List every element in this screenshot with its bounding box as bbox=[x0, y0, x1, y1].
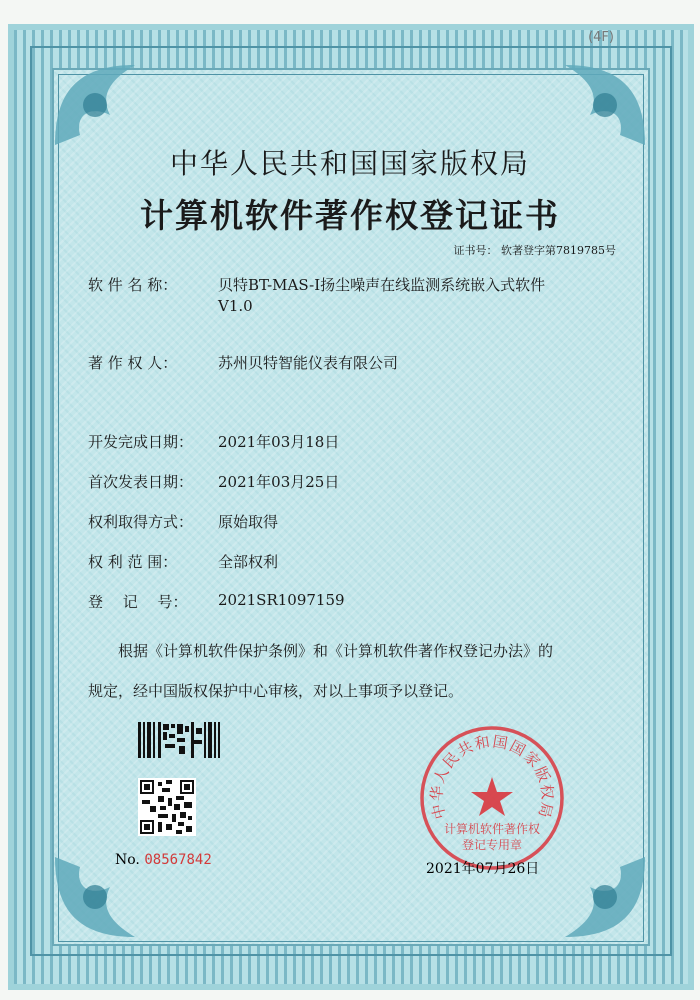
seal-inner-line-1: 计算机软件著作权 bbox=[443, 822, 541, 836]
corner-ornament-bottom-right bbox=[560, 852, 650, 942]
serial-number bbox=[115, 852, 212, 868]
field-value-publish-date: 2021年03月25日 bbox=[218, 473, 340, 491]
certificate-number bbox=[454, 242, 617, 258]
field-value-acquisition: 原始取得 bbox=[218, 513, 279, 531]
field-label-dev-date: 开发完成日期： bbox=[88, 433, 194, 451]
corner-ornament-top-right bbox=[560, 60, 650, 150]
statement-line-2: 规定，经中国版权保护中心审核，对以上事项予以登记。 bbox=[88, 682, 464, 700]
field-value-rights-scope: 全部权利 bbox=[218, 553, 279, 571]
seal-inner-line-2: 登记专用章 bbox=[461, 838, 523, 852]
field-label-publish-date: 首次发表日期： bbox=[88, 473, 194, 491]
barcode bbox=[138, 722, 220, 758]
serial-prefix: No. bbox=[115, 852, 140, 868]
certificate-number-label: 证书号： bbox=[453, 244, 498, 257]
statement-line-1: 根据《计算机软件保护条例》和《计算机软件著作权登记办法》的 bbox=[118, 642, 554, 660]
certificate-number-value: 软著登字第7819785号 bbox=[501, 244, 616, 257]
official-seal bbox=[417, 723, 567, 873]
field-value-copyright-owner: 苏州贝特智能仪表有限公司 bbox=[218, 354, 399, 372]
field-label-rights-scope: 权 利 范 围： bbox=[88, 553, 178, 571]
issue-date: 2021年07月26日 bbox=[426, 861, 540, 877]
certificate-title: 计算机软件著作权登记证书 bbox=[140, 196, 560, 235]
field-value-software-version: V1.0 bbox=[218, 297, 253, 315]
field-value-dev-date: 2021年03月18日 bbox=[218, 433, 340, 451]
issuer-title: 中华人民共和国国家版权局 bbox=[169, 147, 530, 180]
field-label-copyright-owner: 著 作 权 人： bbox=[88, 354, 178, 372]
field-value-software-name: 贝特BT-MAS-I扬尘噪声在线监测系统嵌入式软件 bbox=[218, 276, 546, 294]
serial-value: 08567842 bbox=[144, 852, 212, 868]
qr-code bbox=[138, 778, 196, 836]
corner-ornament-top-left bbox=[50, 60, 140, 150]
field-label-registration-no: 登 记 号： bbox=[88, 593, 188, 611]
field-value-registration-no: 2021SR1097159 bbox=[218, 591, 345, 609]
field-label-acquisition: 权利取得方式： bbox=[88, 513, 194, 531]
handwritten-mark: (4F) bbox=[588, 30, 614, 45]
seal-outer-text: 中华人民共和国国家版权局 bbox=[427, 732, 557, 821]
field-label-software-name: 软 件 名 称： bbox=[88, 276, 178, 294]
